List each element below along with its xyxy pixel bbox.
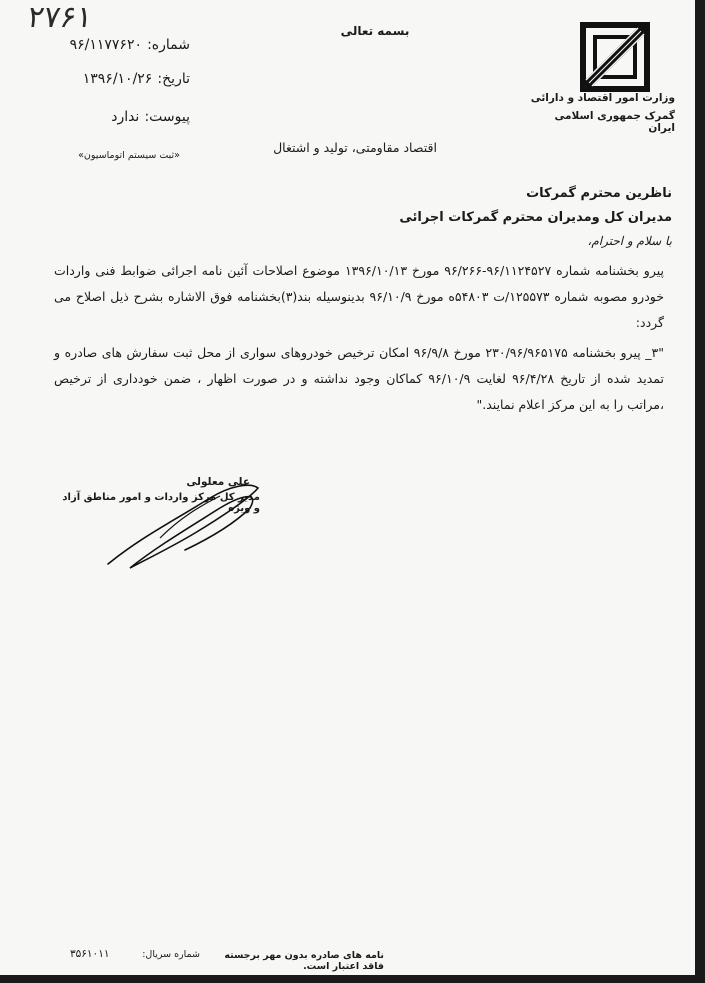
letter-date-row	[40, 68, 190, 87]
invocation: بسمه تعالی	[340, 24, 410, 38]
letter-number-label: شماره:	[147, 37, 190, 53]
letter-attachment-value: ندارد	[111, 109, 140, 125]
letter-date-label: تاریخ:	[157, 71, 190, 87]
addressee-line-2: مدیران کل ومدیران محترم گمرکات اجرائی	[399, 210, 672, 225]
signatory-name: علی معلولی	[186, 476, 250, 488]
footer-serial-value: ۳۵۶۱۰۱۱	[70, 948, 110, 960]
greeting-handwritten: با سلام و احترام،	[587, 234, 672, 248]
body-paragraph-2: "۳_ پیرو بخشنامه ۲۳۰/۹۶/۹۶۵۱۷۵ مورخ ۹۶/۹/۸ امکان ترخیص خودروهای سواری از محل ثبت سفارش های صادره و تمدید شده از تاریخ ۹۶/۴/۲۸ لغایت ۹۶/۱۰/۹ کماکان وجود نداشته و در صورت اظهار ، ضمن خودداری از ترخیص ،مراتب را به این مرکز اعلام نمایند."	[54, 345, 664, 412]
scan-bottom-edge	[0, 975, 705, 983]
ministry-name: وزارت امور اقتصاد و دارائی	[530, 92, 675, 104]
letter-attachment-row	[40, 106, 190, 125]
letter-number-row	[40, 34, 190, 53]
customs-logo-icon	[580, 22, 650, 92]
scan-right-edge	[695, 0, 705, 983]
signature-scribble-icon	[100, 478, 270, 573]
customs-name: گمرک جمهوری اسلامی ایران	[554, 110, 675, 134]
letter-attachment-label: پیوست:	[144, 109, 190, 125]
handwritten-number: ۲۷۶۱	[25, 0, 95, 35]
letter-number-value: ۹۶/۱۱۷۷۶۲۰	[69, 37, 142, 53]
letter-date-value: ۱۳۹۶/۱۰/۲۶	[82, 71, 153, 87]
footer-serial-label: شماره سریال:	[142, 949, 200, 960]
footer-notice: نامه های صادره بدون مهر برجسته فاقد اعتبار است.	[224, 950, 384, 972]
body-paragraph-1: پیرو بخشنامه شماره ۹۶/۱۱۲۴۵۲۷-۹۶/۲۶۶ مورخ ۱۳۹۶/۱۰/۱۳ موضوع اصلاحات آئین نامه اجرائی ضوابط فنی واردات خودرو مصوبه شماره ۱۲۵۵۷۳/ت ۵۴۸۰۳ه مورخ ۹۶/۱۰/۹ بدینوسیله بند(۳)بخشنامه فوق الاشاره بشرح ذیل اصلاح می گردد:	[54, 263, 664, 330]
addressee-line-1: ناظرین محترم گمرکات	[526, 186, 672, 201]
signatory-title: مدیر کل مرکز واردات و امور مناطق آزاد و ویژه	[62, 492, 260, 514]
motto: اقتصاد مقاومتی، تولید و اشتغال	[273, 140, 437, 155]
automation-note: «ثبت سیستم اتوماسیون»	[78, 150, 180, 161]
